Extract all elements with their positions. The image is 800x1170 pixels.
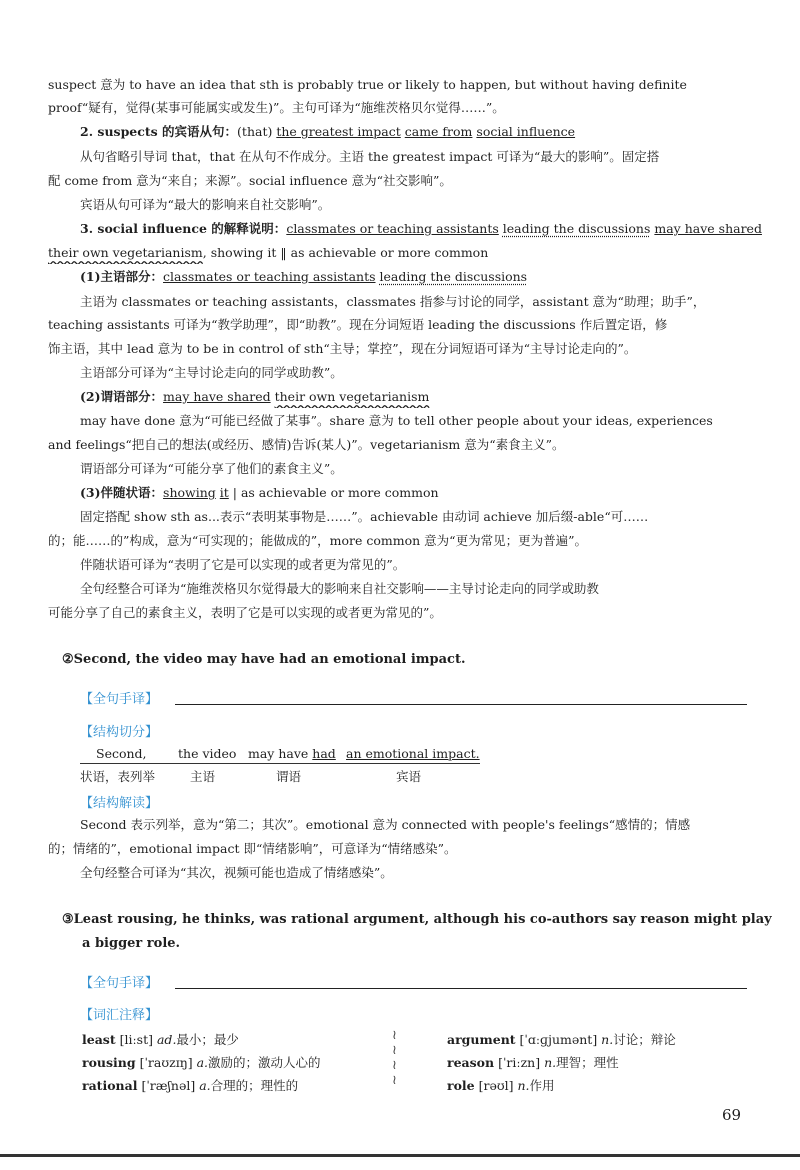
tag-split-2: 【结构切分】 [80, 725, 159, 740]
divider-wave: ≀ ≀ ≀ ≀ [392, 1028, 397, 1088]
summary-2: 全句经整合可译为“其次，视频可能也造成了情绪感染”。 [80, 865, 393, 880]
seg-had: had [312, 746, 336, 761]
intro-line-1: suspect 意为 to have an idea that sth is probably true or likely to happen, but without having definite [48, 77, 687, 92]
answer-line-3[interactable] [175, 987, 747, 989]
seg-second: Second, [96, 746, 147, 761]
lbl-subject: 主语 [190, 769, 216, 784]
sentence-3-line1: ③Least rousing, he thinks, was rational argument, although his co-authors say reason might play [62, 912, 772, 927]
seg-may: may have [248, 746, 309, 761]
tag-explain-2: 【结构解读】 [80, 796, 159, 811]
sentence-2: ②Second, the video may have had an emotional impact. [62, 652, 466, 667]
vocab-phonetic: [ˈraʊzɪŋ] [135, 1055, 197, 1070]
tag-translate-3: 【全句手译】 [80, 976, 159, 991]
tag-translate-2: 【全句手译】 [80, 692, 159, 707]
vocab-word: reason [447, 1055, 495, 1070]
point2-p1-line1: 从句省略引导词 that，that 在从句不作成分。主语 the greatest impact 可译为“最大的影响”。固定搭 [80, 149, 660, 164]
vocab-meaning: 作用 [529, 1078, 555, 1093]
point3-seg3: may have shared [654, 221, 762, 236]
point3-heading [80, 218, 780, 240]
intro-line-2: proof“疑有，觉得(某事可能属实或发生)”。主句可译为“施维茨格贝尔觉得……”。 [48, 100, 505, 115]
summary-line2: 可能分享了自己的素食主义，表明了它是可以实现的或者更为常见的”。 [48, 605, 442, 620]
vocab-phonetic: [ˈræʃnəl] [137, 1078, 200, 1093]
sub3-p2: 伴随状语可译为“表明了它是可以实现的或者更为常见的”。 [80, 557, 406, 572]
sub1-seg2: leading the discussions [379, 269, 528, 284]
footer-rule [0, 1154, 800, 1157]
seg-video: the video [178, 746, 237, 761]
vocab-argument [447, 1030, 676, 1048]
vocab-phonetic: [ˈɑːɡjumənt] [515, 1032, 602, 1047]
sub2-seg1: may have shared [163, 389, 271, 404]
sub2-p1-line2: and feelings“把自己的想法(或经历、感情)告诉(某人)”。vegetarianism 意为“素食主义”。 [48, 437, 565, 452]
sub3-heading [80, 482, 780, 504]
vocab-phonetic: [rəʊl] [474, 1078, 518, 1093]
vocab-word: role [447, 1078, 475, 1093]
vocab-meaning: 最小；最少 [176, 1032, 239, 1047]
sub2-title: (2)谓语部分： [80, 389, 164, 404]
vocab-pos: n. [517, 1078, 530, 1093]
answer-line-2[interactable] [175, 703, 747, 705]
sub3-p1-line1: 固定搭配 show sth as...表示“表明某事物是……”。achievable 由动词 achieve 加后缀-able“可…… [80, 509, 649, 524]
sub3-rest: | as achievable or more common [228, 485, 439, 500]
sub3-seg1: showing [163, 485, 216, 500]
sub1-heading [80, 266, 780, 288]
vocab-meaning: 激励的；激动人心的 [208, 1055, 321, 1070]
point3-rest: , showing it ‖ as achievable or more common [202, 245, 489, 260]
point2-heading [80, 121, 780, 143]
vocab-pos: ad. [156, 1032, 177, 1047]
vocab-rousing [82, 1053, 321, 1071]
point2-title: 2. suspects 的宾语从句： [80, 124, 238, 139]
page-number: 69 [722, 1106, 742, 1124]
vocab-meaning: 合理的；理性的 [210, 1078, 299, 1093]
point3-seg4: their own vegetarianism [48, 245, 203, 260]
sub3-title: (3)伴随状语： [80, 485, 164, 500]
vocab-reason [447, 1053, 619, 1071]
point2-seg1: the greatest impact [276, 124, 401, 139]
lbl-adverbial: 状语，表列举 [80, 769, 156, 784]
sub3-seg2: it [219, 485, 229, 500]
vocab-pos: n. [544, 1055, 557, 1070]
sub3-p1-line2: 的；能……的”构成，意为“可实现的；能做成的”，more common 意为“更为常见；更为普遍”。 [48, 533, 587, 548]
tag-vocab-3: 【词汇注释】 [80, 1008, 159, 1023]
vocab-rational [82, 1076, 298, 1094]
vocab-role [447, 1076, 555, 1094]
point3-seg2: leading the discussions [502, 221, 651, 236]
sub1-p2: 主语部分可译为“主导讨论走向的同学或助教”。 [80, 365, 343, 380]
sub2-heading [80, 386, 780, 408]
point3-line2 [48, 242, 748, 264]
explain-line1: Second 表示列举，意为“第二；其次”。emotional 意为 connected with people's feelings“感情的；情感 [80, 817, 691, 832]
split-line [80, 763, 480, 764]
vocab-pos: a. [196, 1055, 209, 1070]
lbl-object: 宾语 [396, 769, 422, 784]
sub1-p1-line2: teaching assistants 可译为“教学助理”，即“助教”。现在分词短语 leading the discussions 作后置定语，修 [48, 317, 668, 332]
point2-that: (that) [237, 124, 277, 139]
sub2-p1-line1: may have done 意为“可能已经做了某事”。share 意为 to tell other people about your ideas, experiences [80, 413, 713, 428]
lbl-predicate: 谓语 [276, 769, 302, 784]
point2-seg3: social influence [476, 124, 576, 139]
sub1-seg1: classmates or teaching assistants [163, 269, 376, 284]
vocab-word: rousing [82, 1055, 136, 1070]
vocab-phonetic: [liːst] [115, 1032, 157, 1047]
vocab-meaning: 讨论；辩论 [613, 1032, 676, 1047]
point2-seg2: came from [404, 124, 473, 139]
vocab-word: argument [447, 1032, 516, 1047]
point2-p2: 宾语从句可译为“最大的影响来自社交影响”。 [80, 197, 331, 212]
vocab-word: rational [82, 1078, 138, 1093]
sub2-seg2: their own vegetarianism [274, 389, 430, 404]
sentence-3-line2: a bigger role. [82, 936, 181, 951]
point3-seg1: classmates or teaching assistants [286, 221, 499, 236]
seg-impact-text: an emotional impact. [346, 746, 480, 761]
seg-may-had [248, 746, 336, 761]
sub2-p2: 谓语部分可译为“可能分享了他们的素食主义”。 [80, 461, 343, 476]
vocab-phonetic: [ˈriːzn] [494, 1055, 545, 1070]
point3-title: 3. social influence 的解释说明： [80, 221, 287, 236]
explain-line2: 的；情绪的”，emotional impact 即“情绪影响”，可意译为“情绪感染”。 [48, 841, 457, 856]
summary-line1: 全句经整合可译为“施维茨格贝尔觉得最大的影响来自社交影响——主导讨论走向的同学或助教 [80, 581, 599, 596]
vocab-meaning: 理智；理性 [556, 1055, 619, 1070]
vocab-pos: a. [199, 1078, 211, 1093]
vocab-least [82, 1030, 239, 1048]
sub1-p1-line1: 主语为 classmates or teaching assistants，classmates 指参与讨论的同学，assistant 意为“助理；助手”， [80, 294, 706, 309]
vocab-word: least [82, 1032, 116, 1047]
sub1-title: (1)主语部分： [80, 269, 164, 284]
vocab-pos: n. [601, 1032, 614, 1047]
seg-impact [346, 746, 480, 761]
point2-p1-line2: 配 come from 意为“来自；来源”。social influence 意为“社交影响”。 [48, 173, 452, 188]
sub1-p1-line3: 饰主语，其中 lead 意为 to be in control of sth“主导；掌控”，现在分词短语可译为“主导讨论走向的”。 [48, 341, 637, 356]
